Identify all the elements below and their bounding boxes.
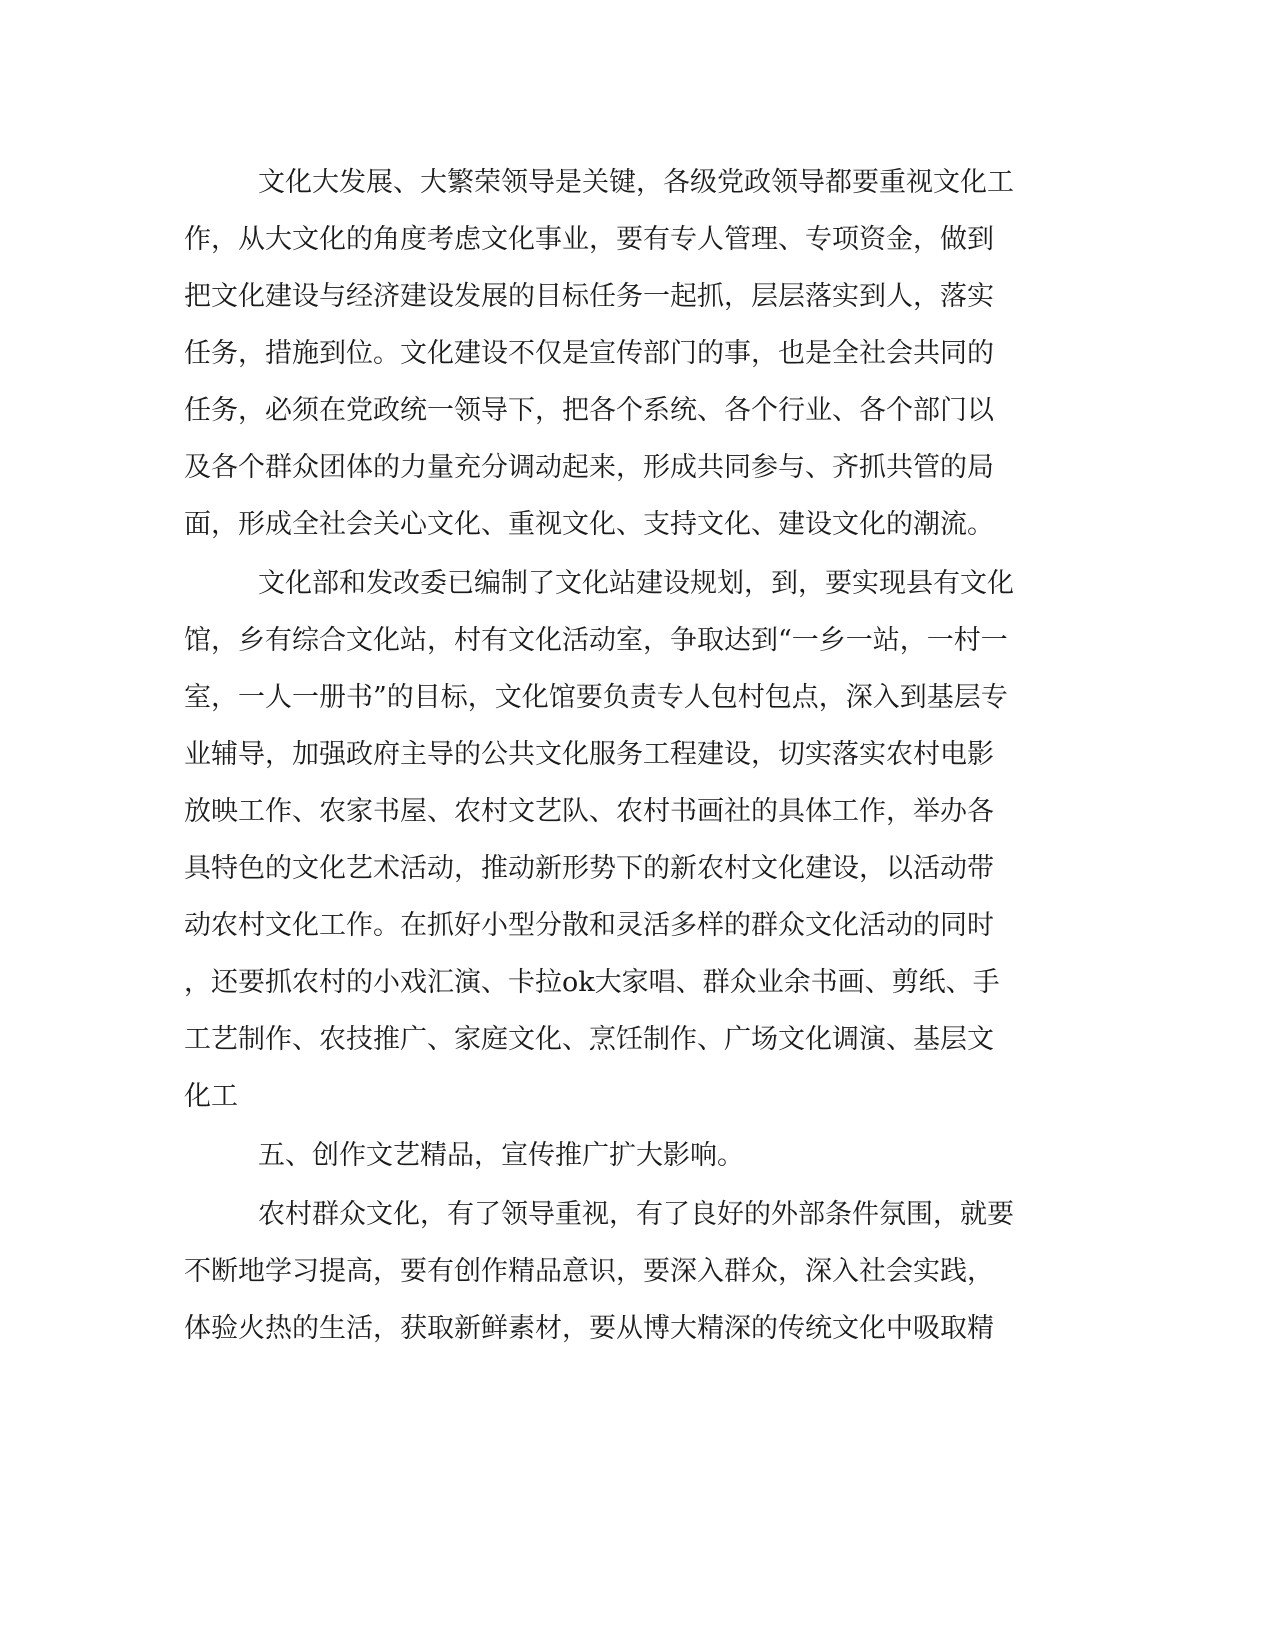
text-line-11: 业辅导，加强政府主导的公共文化服务工程建设，切实落实农村电影 [184,739,994,770]
text-line-16: 工艺制作、农技推广、家庭文化、烹饪制作、广场文化调演、基层文 [184,1024,994,1055]
text-line-19: 农村群众文化，有了领导重视，有了良好的外部条件氛围，就要 [258,1199,1014,1230]
section-heading: 五、创作文艺精品，宣传推广扩大影响。 [258,1140,744,1171]
text-line-6: 及各个群众团体的力量充分调动起来，形成共同参与、齐抓共管的局 [184,452,994,483]
text-line-8: 文化部和发改委已编制了文化站建设规划，到，要实现县有文化 [258,568,1014,599]
text-line-3: 把文化建设与经济建设发展的目标任务一起抓，层层落实到人，落实 [184,281,994,312]
text-line-20: 不断地学习提高，要有创作精品意识，要深入群众，深入社会实践， [184,1256,994,1287]
text-line-17: 化工 [184,1081,238,1112]
text-line-14: 动农村文化工作。在抓好小型分散和灵活多样的群众文化活动的同时 [184,910,994,941]
text-line-9: 馆，乡有综合文化站，村有文化活动室，争取达到“一乡一站，一村一 [184,625,1008,656]
text-line-10: 室，一人一册书”的目标，文化馆要负责专人包村包点，深入到基层专 [184,682,1008,713]
text-line-21: 体验火热的生活，获取新鲜素材，要从博大精深的传统文化中吸取精 [184,1313,994,1344]
text-line-12: 放映工作、农家书屋、农村文艺队、农村书画社的具体工作，举办各 [184,796,994,827]
text-line-4: 任务，措施到位。文化建设不仅是宣传部门的事，也是全社会共同的 [184,338,994,369]
text-line-5: 任务，必须在党政统一领导下，把各个系统、各个行业、各个部门以 [184,395,994,426]
text-line-7: 面，形成全社会关心文化、重视文化、支持文化、建设文化的潮流。 [184,509,994,540]
text-line-15: ，还要抓农村的小戏汇演、卡拉ok大家唱、群众业余书画、剪纸、手 [184,967,1000,998]
text-line-1: 文化大发展、大繁荣领导是关键，各级党政领导都要重视文化工 [258,167,1014,198]
text-line-2: 作，从大文化的角度考虑文化事业，要有专人管理、专项资金，做到 [184,224,994,255]
text-line-13: 具特色的文化艺术活动，推动新形势下的新农村文化建设，以活动带 [184,853,994,884]
